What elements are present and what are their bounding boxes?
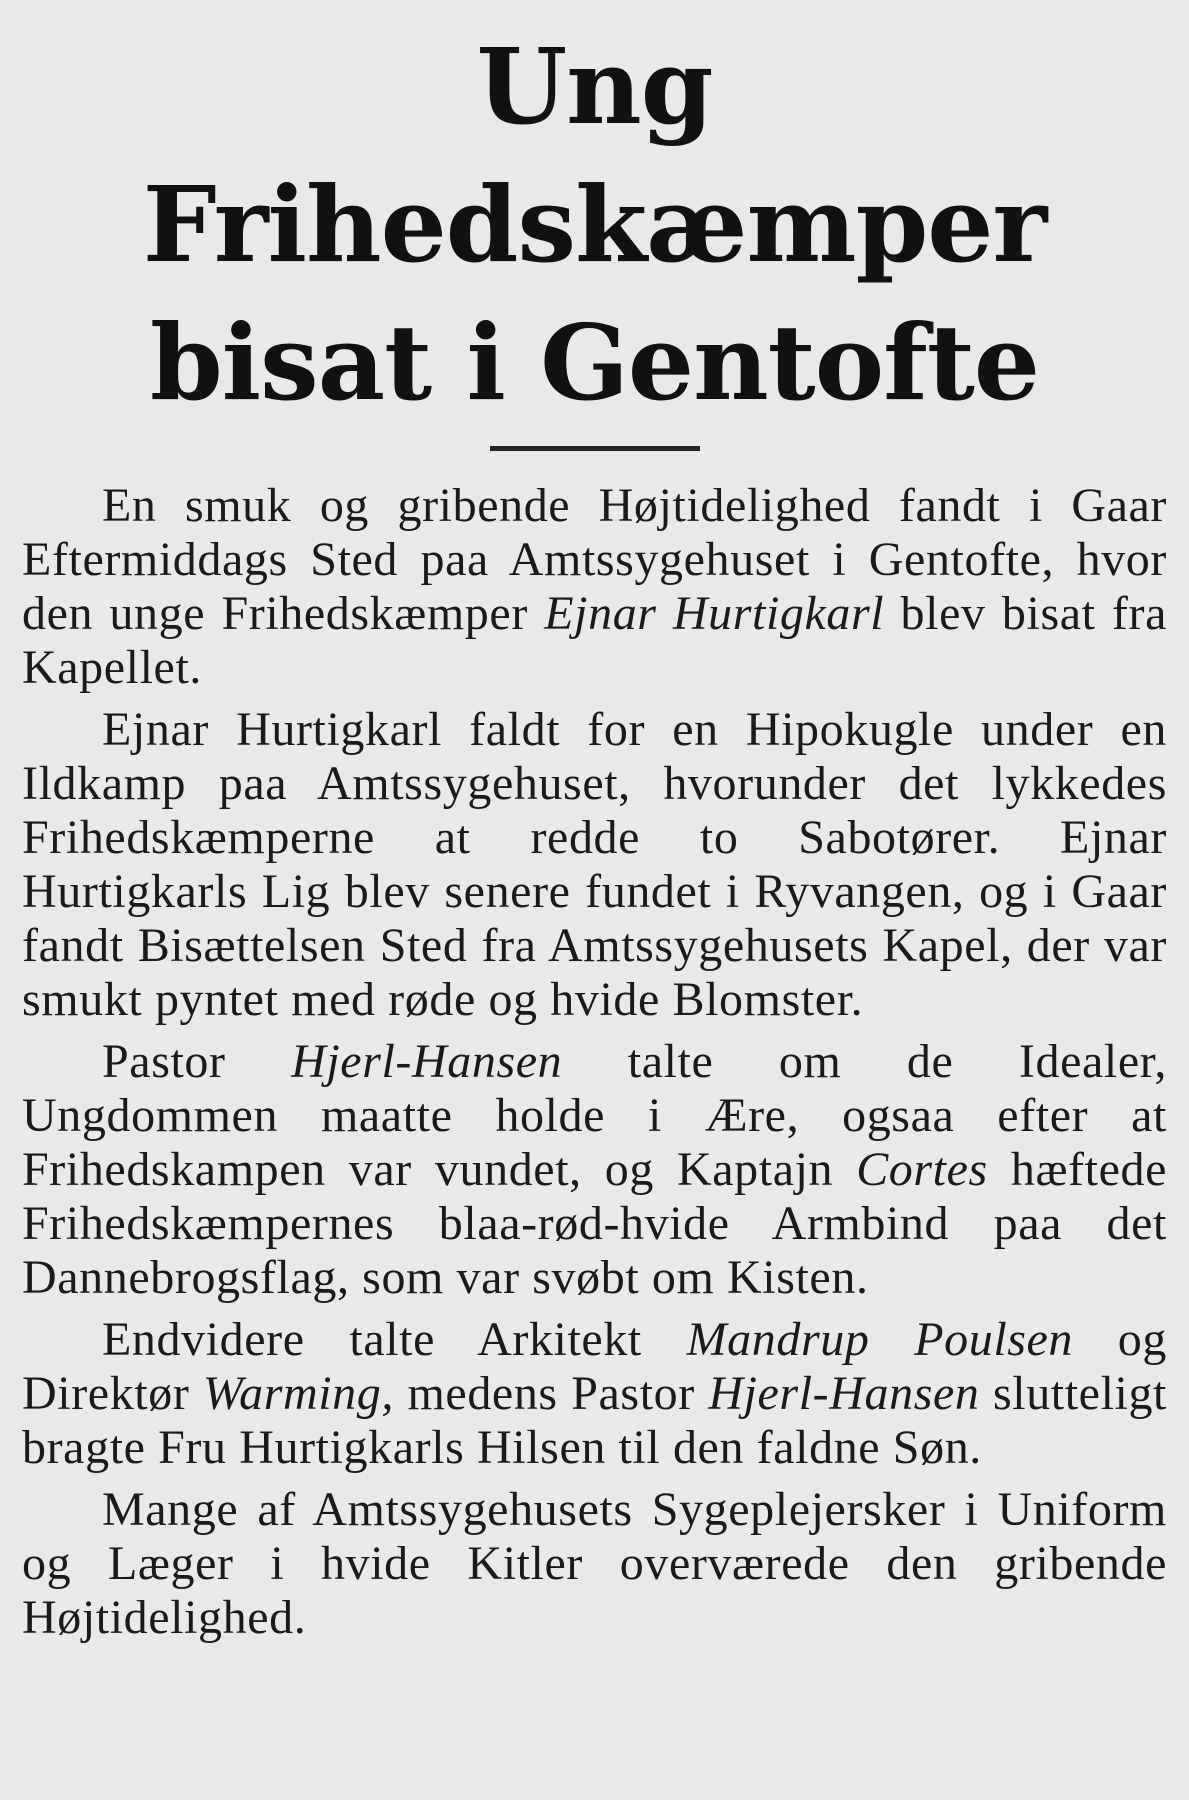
name-ejnar-hurtigkarl: Ejnar Hurtigkarl: [544, 587, 885, 640]
paragraph-4-text-a: Endvidere talte Arkitekt: [102, 1313, 687, 1366]
paragraph-3-text-b: talte om de Idealer, Ungdommen maatte holde i Ære, ogsaa efter at Frihedskampen var vundet, og Kaptajn: [22, 1035, 1168, 1196]
name-cortes: Cortes: [856, 1143, 988, 1196]
paragraph-4-text-d: slutteligt bragte Fru Hurtigkarls Hilsen til den faldne Søn.: [22, 1367, 1167, 1474]
paragraph-4-text-c: medens Pastor: [393, 1367, 709, 1420]
paragraph-1-text-b: blev bisat fra Kapellet.: [22, 587, 1167, 694]
paragraph-5: [22, 1483, 1167, 1645]
paragraph-2-text: Ejnar Hurtigkarl faldt for en Hipokugle under en Ildkamp paa Amtssygehuset, hvorunder det lykkedes Frihedskæmperne at redde to Sabotører. Ejnar Hurtigkarls Lig blev senere fundet i Ryvangen, og i Gaar fandt Bisættelsen Sted fra Amtssygehusets Kapel, der var smukt pyntet med røde og hvide Blomster.: [22, 703, 1167, 1026]
headline-line-2: bisat i Gentofte: [149, 301, 1040, 424]
name-hjerl-hansen: Hjerl-Hansen: [291, 1035, 563, 1088]
paragraph-1: [22, 479, 1167, 695]
paragraph-2: [22, 703, 1167, 1027]
headline: [22, 0, 1167, 432]
paragraph-5-text: Mange af Amtssygehusets Sygeplejersker i Uniform og Læger i hvide Kitler overværede den gribende Højtidelighed.: [22, 1483, 1167, 1644]
paragraph-3: [22, 1035, 1167, 1305]
name-warming: Warming,: [202, 1367, 394, 1420]
paragraph-4: [22, 1313, 1167, 1475]
name-mandrup-poulsen: Mandrup Poulsen: [686, 1313, 1074, 1366]
headline-line-1: Ung Frihedskæmper: [142, 25, 1047, 286]
paragraph-1-text-a: En smuk og gribende Højtidelighed fandt i Gaar Eftermiddags Sted paa Amtssygehuset i Gentofte, hvor den unge Frihedskæmper: [22, 479, 1167, 640]
headline-divider: [490, 446, 700, 451]
name-hjerl-hansen-2: Hjerl-Hansen: [708, 1367, 980, 1420]
article-body: [22, 479, 1167, 1645]
paragraph-3-text-c: hæftede Frihedskæmpernes blaa-rød-hvide Armbind paa det Dannebrogsflag, som var svøbt om Kisten.: [22, 1143, 1167, 1304]
paragraph-4-text-b: og Direktør: [22, 1313, 1167, 1420]
paragraph-3-text-a: Pastor: [102, 1035, 292, 1088]
